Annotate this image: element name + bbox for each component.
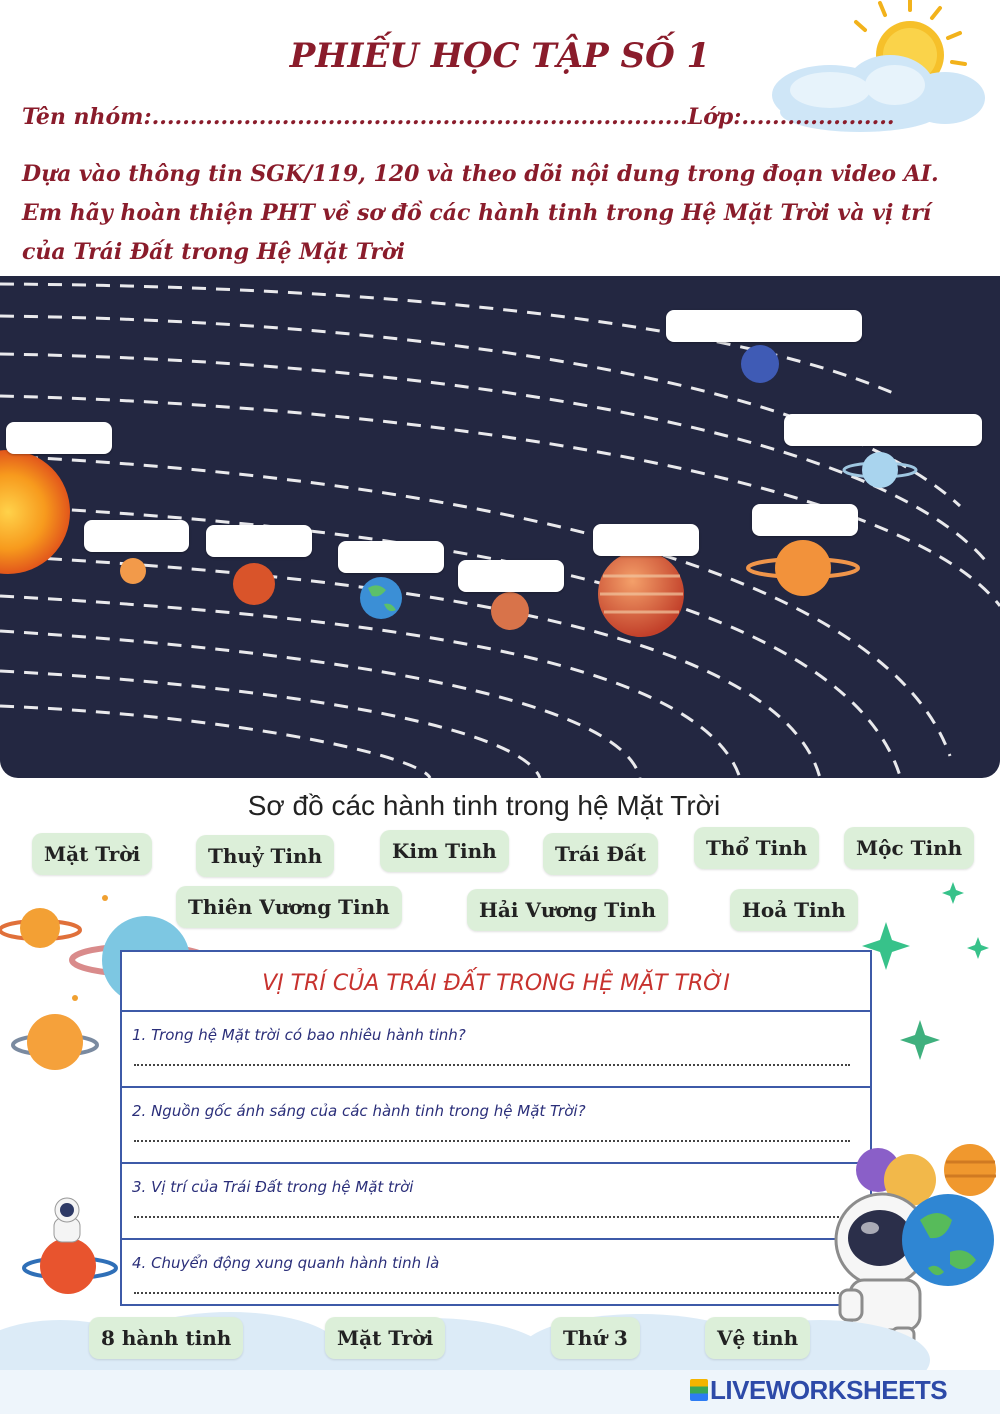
label-blank-mercury[interactable] bbox=[84, 520, 189, 552]
saturn-illustration bbox=[775, 540, 831, 596]
question-4-text: 4. Chuyển động xung quanh hành tinh là bbox=[132, 1254, 440, 1272]
group-name-blank[interactable]: ...................................................................... bbox=[151, 104, 688, 130]
label-blank-saturn[interactable] bbox=[752, 504, 858, 536]
chip-planet-8[interactable]: Hải Vương Tinh bbox=[467, 889, 668, 931]
mars-illustration bbox=[491, 592, 529, 630]
group-class-line bbox=[22, 104, 895, 130]
astronaut-on-planet-illustration bbox=[20, 1190, 120, 1300]
label-blank-sun[interactable] bbox=[6, 422, 112, 454]
chip-planet-6[interactable]: Mộc Tinh bbox=[844, 827, 974, 869]
class-label: Lớp: bbox=[687, 104, 742, 130]
liveworksheets-logo-text: LIVEWORKSHEETS bbox=[710, 1375, 948, 1405]
solar-system-diagram bbox=[0, 276, 1000, 778]
question-row-3 bbox=[122, 1164, 870, 1240]
label-blank-neptune[interactable] bbox=[666, 310, 862, 342]
uranus-illustration bbox=[862, 452, 898, 488]
questions-heading: VỊ TRÍ CỦA TRÁI ĐẤT TRONG HỆ MẶT TRỜI bbox=[122, 952, 870, 1012]
chip-planet-4[interactable]: Trái Đất bbox=[543, 833, 658, 875]
question-1-text: 1. Trong hệ Mặt trời có bao nhiêu hành tinh? bbox=[132, 1026, 466, 1044]
label-blank-mars[interactable] bbox=[458, 560, 564, 592]
mercury-illustration bbox=[120, 558, 146, 584]
answer-blank-1[interactable] bbox=[134, 1064, 850, 1066]
chip-planet-3[interactable]: Kim Tinh bbox=[380, 830, 509, 872]
question-row-1 bbox=[122, 1012, 870, 1088]
chip-planet-7[interactable]: Thiên Vương Tinh bbox=[176, 886, 402, 928]
answer-blank-3[interactable] bbox=[134, 1216, 850, 1218]
group-name-label: Tên nhóm: bbox=[22, 104, 152, 130]
label-blank-venus[interactable] bbox=[206, 525, 312, 557]
answer-blank-2[interactable] bbox=[134, 1140, 850, 1142]
chip-answer-2[interactable]: Mặt Trời bbox=[325, 1317, 445, 1359]
neptune-illustration bbox=[741, 345, 779, 383]
earth-illustration bbox=[360, 577, 402, 619]
label-blank-uranus[interactable] bbox=[784, 414, 982, 446]
sun-illustration bbox=[0, 450, 70, 574]
question-2-text: 2. Nguồn gốc ánh sáng của các hành tinh trong hệ Mặt Trời? bbox=[132, 1102, 586, 1120]
class-blank[interactable]: .................... bbox=[741, 104, 895, 130]
worksheet-title: PHIẾU HỌC TẬP SỐ 1 bbox=[289, 36, 711, 76]
label-blank-jupiter[interactable] bbox=[593, 524, 699, 556]
label-blank-earth[interactable] bbox=[338, 541, 444, 573]
question-3-text: 3. Vị trí của Trái Đất trong hệ Mặt trời bbox=[132, 1178, 414, 1196]
chip-planet-2[interactable]: Thuỷ Tinh bbox=[196, 835, 334, 877]
liveworksheets-logo bbox=[690, 1375, 947, 1406]
questions-box bbox=[120, 950, 872, 1306]
chip-planet-5[interactable]: Thổ Tinh bbox=[694, 827, 819, 869]
chip-answer-3[interactable]: Thứ 3 bbox=[551, 1317, 640, 1359]
chip-planet-1[interactable]: Mặt Trời bbox=[32, 833, 152, 875]
diagram-caption: Sơ đồ các hành tinh trong hệ Mặt Trời bbox=[247, 790, 721, 821]
question-row-2 bbox=[122, 1088, 870, 1164]
instructions: Dựa vào thông tin SGK/119, 120 và theo dõi nội dung trong đoạn video AI. Em hãy hoàn thiện PHT về sơ đồ các hành tinh trong Hệ Mặt Trời và vị trí của Trái Đất trong Hệ Mặt Trời bbox=[22, 161, 939, 265]
chip-planet-9[interactable]: Hoả Tinh bbox=[730, 889, 858, 931]
answer-blank-4[interactable] bbox=[134, 1292, 850, 1294]
venus-illustration bbox=[233, 563, 275, 605]
chip-answer-1[interactable]: 8 hành tinh bbox=[89, 1317, 243, 1359]
chip-answer-4[interactable]: Vệ tinh bbox=[705, 1317, 810, 1359]
liveworksheets-logo-icon bbox=[690, 1379, 708, 1401]
question-row-4 bbox=[122, 1240, 870, 1300]
